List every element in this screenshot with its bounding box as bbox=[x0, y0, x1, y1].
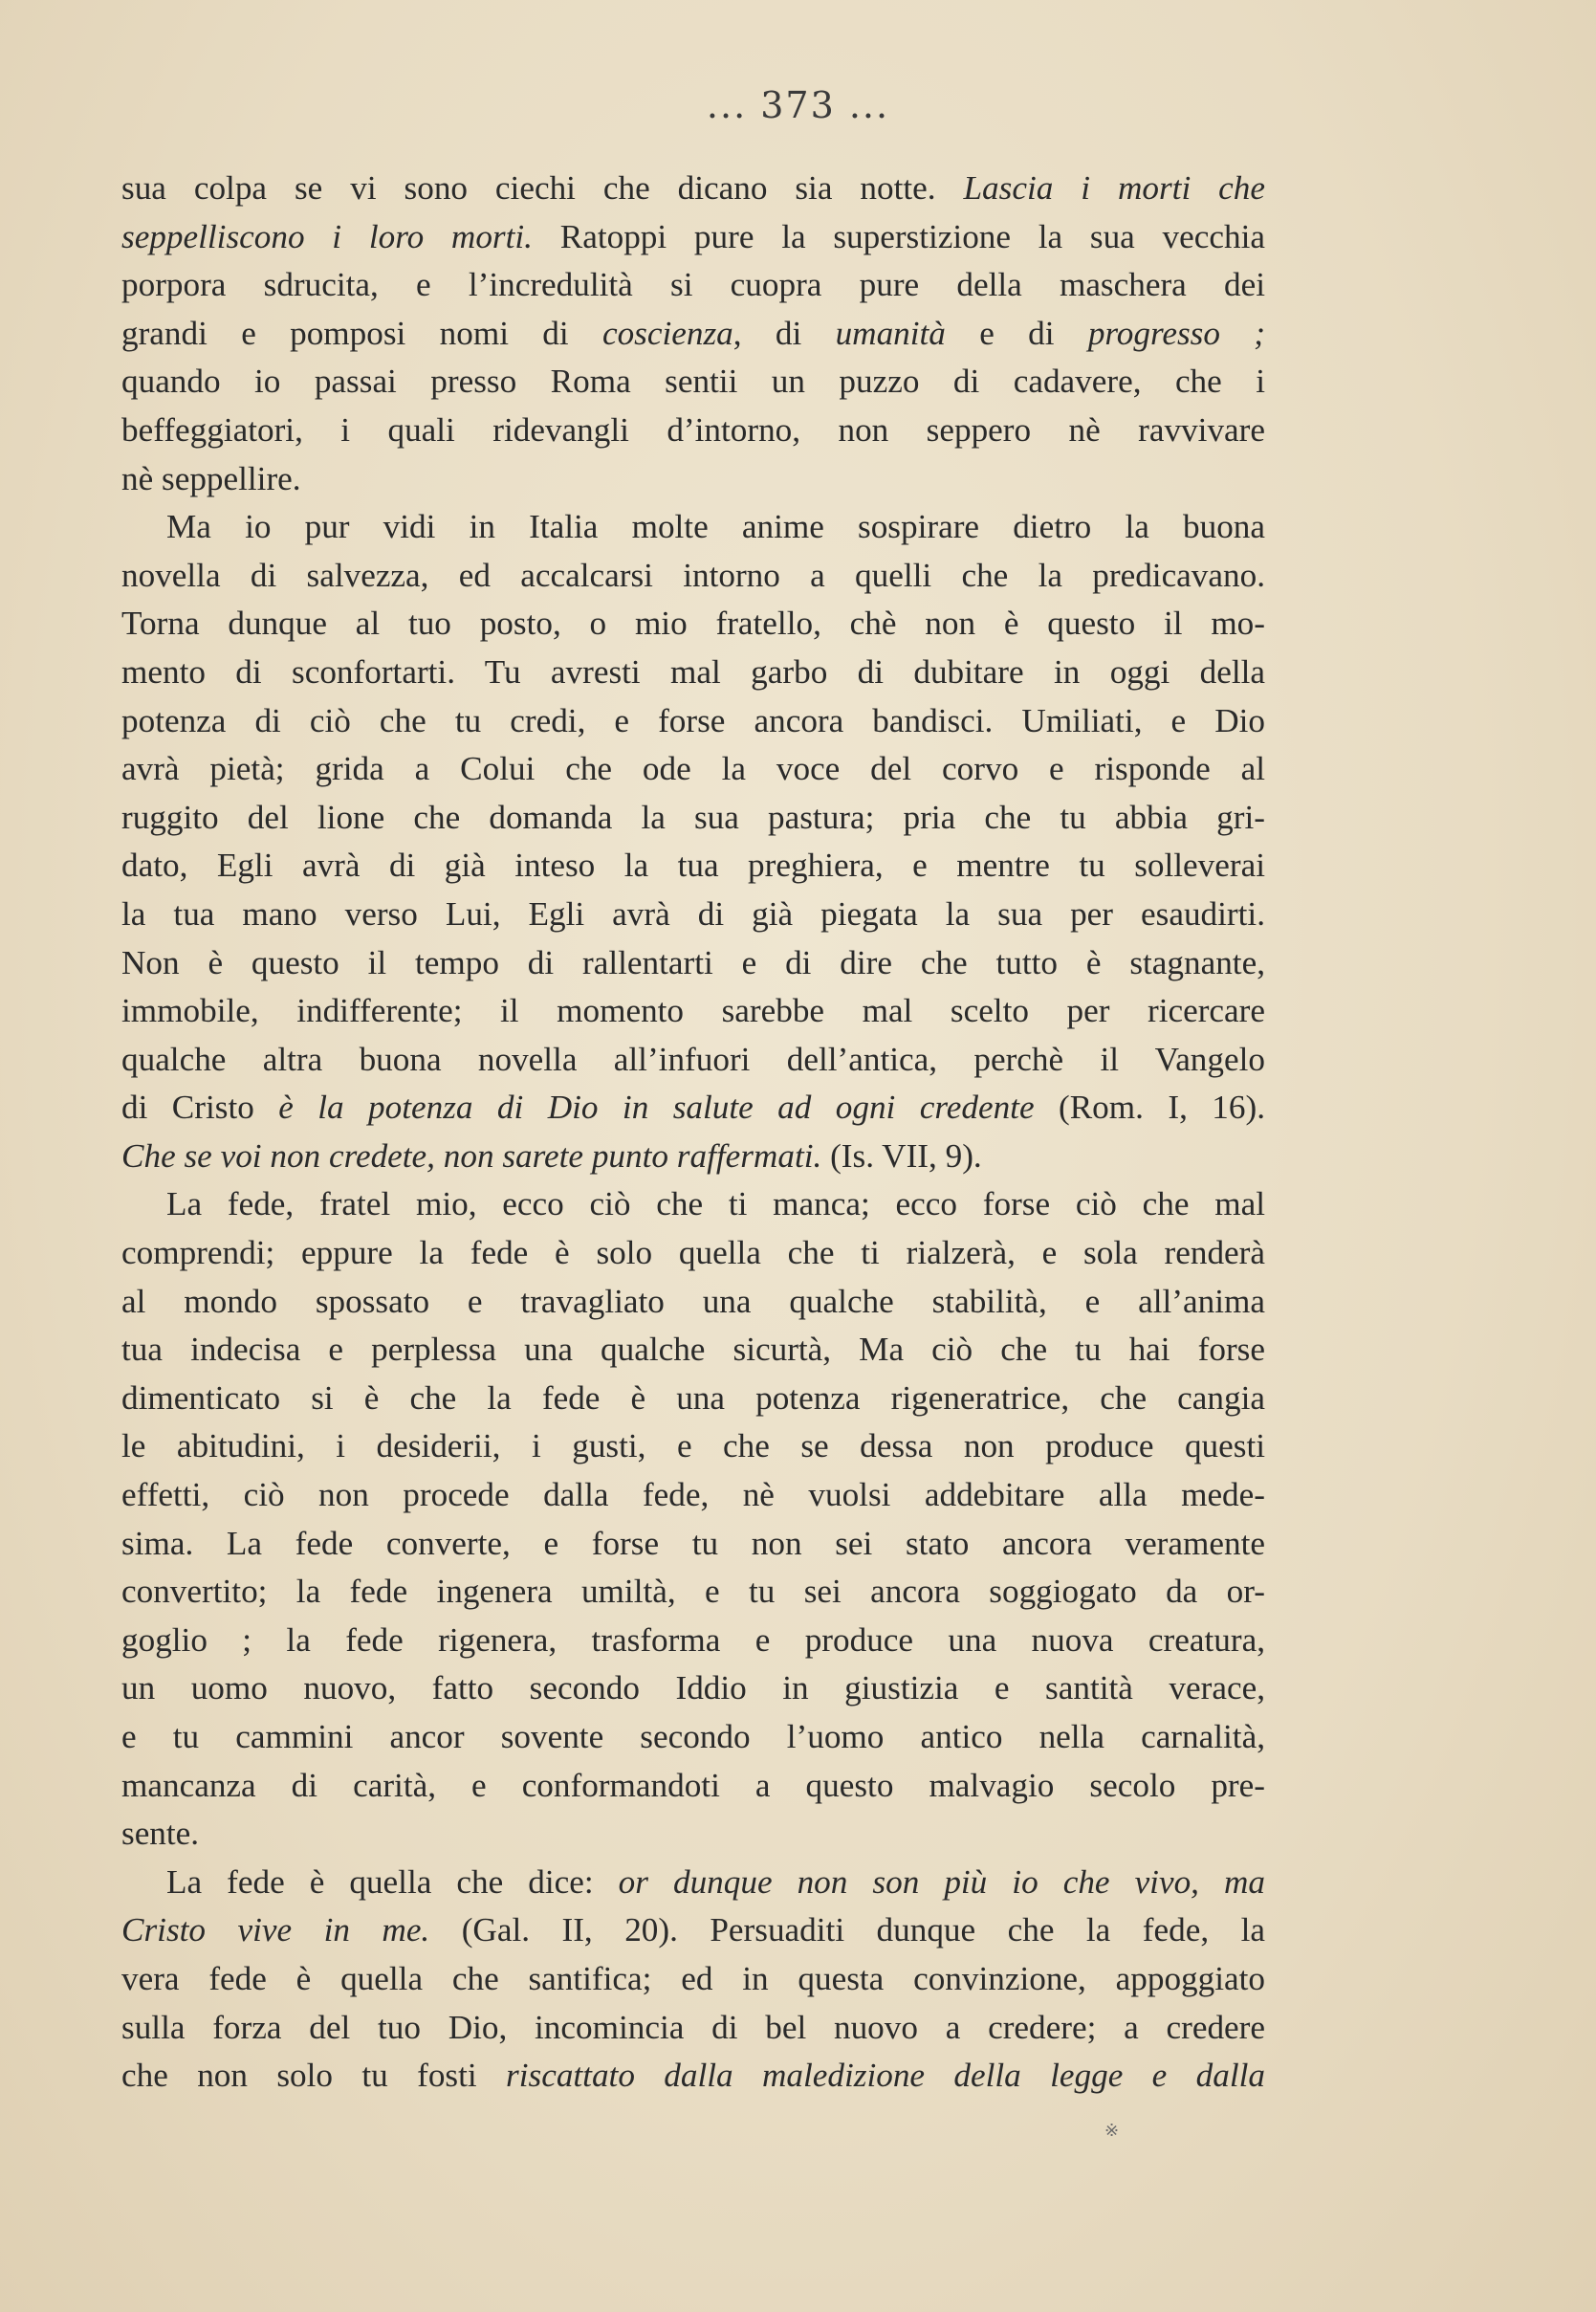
text-run: vera fede è quella che santifica; ed in questa convinzione, appoggiato bbox=[121, 1959, 1265, 1997]
body-text bbox=[121, 165, 1265, 2101]
italic-text: progresso ; bbox=[1087, 314, 1265, 352]
text-line bbox=[121, 1278, 1265, 1327]
text-line bbox=[121, 1713, 1265, 1762]
text-line bbox=[121, 1036, 1265, 1085]
text-run: nè seppellire. bbox=[121, 459, 301, 497]
text-line bbox=[121, 1859, 1265, 1907]
text-line bbox=[121, 1810, 1265, 1859]
text-run: ruggito del lione che domanda la sua pastura; pria che tu abbia gri- bbox=[121, 798, 1265, 836]
italic-text: Che se voi non credete, non sarete punto raffermati. bbox=[121, 1136, 822, 1175]
text-run: mento di sconfortarti. Tu avresti mal garbo di dubitare in oggi della bbox=[121, 652, 1265, 691]
text-run: Torna dunque al tuo posto, o mio fratello, chè non è questo il mo- bbox=[121, 605, 1265, 643]
text-line bbox=[121, 697, 1265, 746]
text-run: Ratoppi pure la superstizione la sua vecchia bbox=[532, 217, 1265, 255]
text-run: goglio ; la fede rigenera, trasforma e produce una nuova creatura, bbox=[121, 1620, 1265, 1659]
text-run: La fede è quella che dice: bbox=[166, 1862, 619, 1901]
text-line bbox=[121, 1664, 1265, 1713]
text-line bbox=[121, 1229, 1265, 1278]
text-line bbox=[121, 842, 1265, 891]
italic-text: coscienza bbox=[601, 314, 733, 352]
text-run: grandi e pomposi nomi di bbox=[121, 314, 602, 352]
text-line bbox=[121, 310, 1265, 359]
text-run: sua colpa se vi sono ciechi che dicano sia notte. bbox=[121, 169, 964, 207]
text-line bbox=[121, 939, 1265, 988]
text-run: di Cristo bbox=[121, 1089, 279, 1127]
text-run: La fede, fratel mio, ecco ciò che ti manca; ecco forse ciò che mal bbox=[166, 1185, 1265, 1223]
text-line bbox=[121, 1471, 1265, 1520]
text-run: un uomo nuovo, fatto secondo Iddio in giustizia e santità verace, bbox=[121, 1669, 1265, 1707]
text-line bbox=[121, 649, 1265, 697]
text-run: le abitudini, i desiderii, i gusti, e che se dessa non produce questi bbox=[121, 1427, 1265, 1465]
italic-text: riscattato dalla maledizione della legge e dalla bbox=[506, 2057, 1265, 2095]
text-run: mancanza di carità, e conformandoti a questo malvagio secolo pre- bbox=[121, 1766, 1265, 1804]
text-run: Non è questo il tempo di rallentarti e di dire che tutto è stagnante, bbox=[121, 943, 1265, 981]
page-number: ... 373 ... bbox=[706, 84, 890, 126]
text-line bbox=[121, 794, 1265, 843]
text-line bbox=[121, 2052, 1265, 2101]
text-run: immobile, indifferente; il momento sarebbe mal scelto per ricercare bbox=[121, 992, 1265, 1030]
signature-mark: ※ bbox=[1104, 2121, 1120, 2141]
text-run: al mondo spossato e travagliato una qualche stabilità, e all’anima bbox=[121, 1282, 1265, 1320]
text-line bbox=[121, 503, 1265, 552]
italic-text: or dunque non son più io che vivo, ma bbox=[618, 1862, 1266, 1901]
text-line bbox=[121, 358, 1265, 407]
text-line bbox=[121, 552, 1265, 601]
text-run: (Rom. I, 16). bbox=[1034, 1089, 1265, 1127]
text-line bbox=[121, 407, 1265, 455]
text-run: la tua mano verso Lui, Egli avrà di già piegata la sua per esaudirti. bbox=[121, 894, 1265, 933]
text-run: tua indecisa e perplessa una qualche sicurtà, Ma ciò che tu hai forse bbox=[121, 1331, 1265, 1369]
text-line bbox=[121, 1906, 1265, 1955]
text-line bbox=[121, 261, 1265, 310]
text-line bbox=[121, 2004, 1265, 2053]
text-line bbox=[121, 600, 1265, 649]
italic-text: seppelliscono i loro morti. bbox=[121, 217, 533, 255]
text-run: quando io passai presso Roma sentii un puzzo di cadavere, che i bbox=[121, 363, 1265, 401]
text-line bbox=[121, 1133, 1265, 1181]
italic-text: è la potenza di Dio in salute ad ogni credente bbox=[278, 1089, 1035, 1127]
text-run: e di bbox=[945, 314, 1088, 352]
text-line bbox=[121, 1568, 1265, 1617]
text-line bbox=[121, 1375, 1265, 1423]
text-line bbox=[121, 1180, 1265, 1229]
text-line bbox=[121, 1520, 1265, 1569]
text-run: sima. La fede converte, e forse tu non sei stato ancora veramente bbox=[121, 1524, 1265, 1562]
text-line bbox=[121, 987, 1265, 1036]
text-line bbox=[121, 213, 1265, 262]
text-run: qualche altra buona novella all’infuori dell’antica, perchè il Vangelo bbox=[121, 1040, 1265, 1078]
text-run: Ma io pur vidi in Italia molte anime sospirare dietro la buona bbox=[166, 508, 1265, 546]
text-run: e tu cammini ancor sovente secondo l’uomo antico nella carnalità, bbox=[121, 1718, 1265, 1755]
text-run: potenza di ciò che tu credi, e forse ancora bandisci. Umiliati, e Dio bbox=[121, 701, 1265, 739]
text-line bbox=[121, 1422, 1265, 1471]
text-run: effetti, ciò non procede dalla fede, nè vuolsi addebitare alla mede- bbox=[121, 1476, 1265, 1514]
text-run: porpora sdrucita, e l’incredulità si cuopra pure della maschera dei bbox=[121, 266, 1265, 304]
text-run: che non solo tu fosti bbox=[121, 2057, 507, 2095]
italic-text: Lascia i morti che bbox=[963, 169, 1265, 207]
text-run: beffeggiatori, i quali ridevangli d’intorno, non seppero nè ravvivare bbox=[121, 410, 1265, 449]
text-run: comprendi; eppure la fede è solo quella che ti rialzerà, e sola renderà bbox=[121, 1234, 1265, 1272]
text-line bbox=[121, 1762, 1265, 1811]
italic-text: umanità bbox=[835, 314, 946, 352]
italic-text: Cristo vive in me. bbox=[121, 1911, 430, 1949]
text-line bbox=[121, 745, 1265, 794]
text-line bbox=[121, 891, 1265, 939]
text-run: sulla forza del tuo Dio, incomincia di bel nuovo a credere; a credere bbox=[121, 2008, 1265, 2046]
text-line bbox=[121, 1084, 1265, 1133]
text-run: dimenticato si è che la fede è una potenza rigeneratrice, che cangia bbox=[121, 1378, 1265, 1417]
text-run: (Gal. II, 20). Persuaditi dunque che la fede, la bbox=[429, 1911, 1265, 1949]
text-run: novella di salvezza, ed accalcarsi intorno a quelli che la predicavano. bbox=[121, 556, 1265, 594]
text-run: convertito; la fede ingenera umiltà, e tu sei ancora soggiogato da or- bbox=[121, 1573, 1265, 1611]
text-line bbox=[121, 455, 1265, 504]
text-run: sente. bbox=[121, 1815, 200, 1853]
text-line bbox=[121, 1617, 1265, 1665]
text-run: avrà pietà; grida a Colui che ode la voce del corvo e risponde al bbox=[121, 750, 1265, 788]
text-line bbox=[121, 1326, 1265, 1375]
text-run: (Is. VII, 9). bbox=[821, 1136, 982, 1175]
text-line bbox=[121, 1955, 1265, 2004]
text-run: , di bbox=[732, 314, 836, 352]
text-line bbox=[121, 165, 1265, 213]
text-run: dato, Egli avrà di già inteso la tua preghiera, e mentre tu solleverai bbox=[121, 847, 1265, 885]
